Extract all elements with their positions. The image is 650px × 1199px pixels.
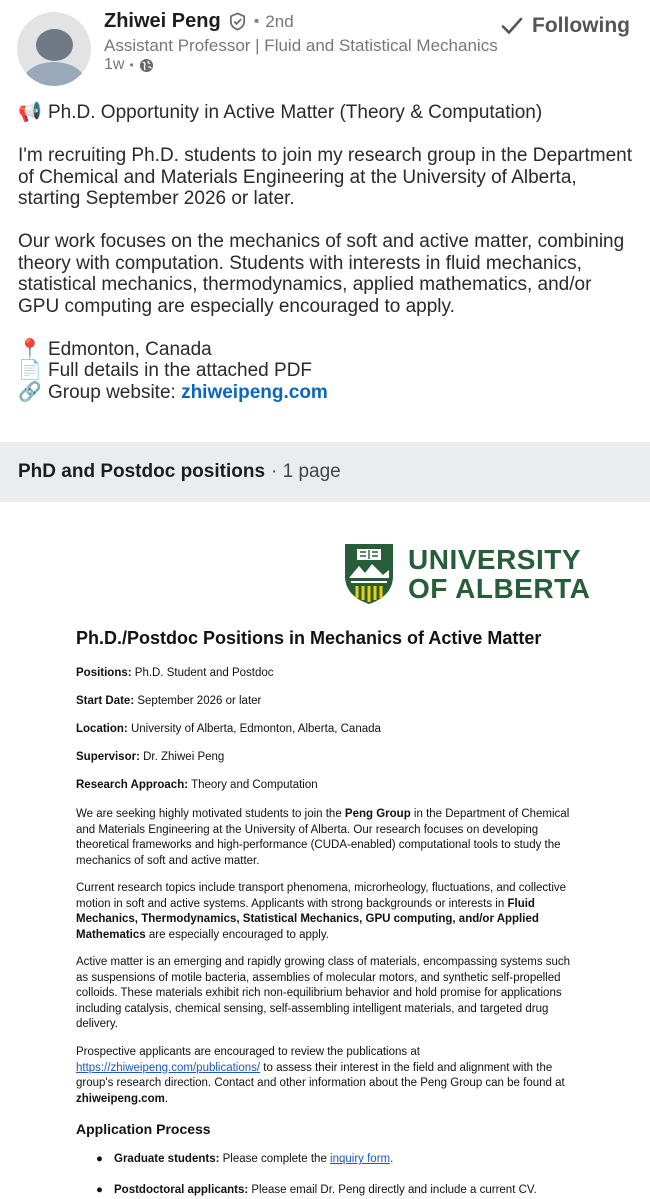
link-icon: 🔗 bbox=[18, 381, 42, 403]
megaphone-icon: 📢 bbox=[18, 102, 42, 123]
post-paragraph-1: I'm recruiting Ph.D. students to join my research group in the Department of Chemical and Materials Engineering at the University of Alberta, starting September 2026 or later. bbox=[18, 145, 633, 209]
checkmark-icon bbox=[500, 14, 524, 38]
doc-paragraph-4: Prospective applicants are encouraged to review the publications at https://zhiweipeng.com/publications/ to assess their interest in the field and alignment with the group's research direction. Contact and other information about the Peng Group can be found at zhiweipeng.com. bbox=[76, 1046, 565, 1105]
website-label: Group website: bbox=[48, 381, 176, 403]
document-heading: Ph.D./Postdoc Positions in Mechanics of Active Matter bbox=[76, 628, 542, 648]
globe-icon bbox=[139, 58, 154, 73]
website-link[interactable]: zhiweipeng.com bbox=[181, 381, 328, 403]
application-process-heading: Application Process bbox=[76, 1121, 211, 1137]
post-body bbox=[18, 102, 633, 403]
document-title[interactable]: PhD and Postdoc positions bbox=[18, 461, 266, 482]
ualberta-shield-icon bbox=[343, 542, 395, 606]
details-text: Full details in the attached PDF bbox=[48, 360, 313, 381]
bullet-separator: • bbox=[253, 12, 260, 30]
field-positions: Positions: Ph.D. Student and Postdoc bbox=[76, 667, 274, 679]
location-text: Edmonton, Canada bbox=[48, 338, 212, 360]
doc-paragraph-1: We are seeking highly motivated students to join the Peng Group in the Department of Chemical and Materials Engineering at the University of Alberta. Our research focuses on developing theoretical frameworks and high-performance (CUDA-enabled) computational tools to study the mechanics of soft and active matter. bbox=[76, 808, 570, 867]
bullet-postdoc: ● Postdoctoral applicants: Please email Dr. Peng directly and include a current CV. bbox=[96, 1184, 537, 1196]
post-time: 1w bbox=[104, 56, 125, 73]
document-page[interactable] bbox=[0, 502, 650, 1199]
doc-paragraph-2: Current research topics include transport phenomena, microrheology, fluctuations, and collective motion in soft and active systems. Applicants with strong backgrounds or interests in Fluid Mechanics, Thermodynamics, Statistical Mechanics, GPU computing, and/or Applied Mathematics are especially encouraged to apply. bbox=[76, 882, 567, 941]
post-website bbox=[18, 382, 633, 404]
doc-paragraph-3: Active matter is an emerging and rapidly growing class of materials, encompassing systems such as suspensions of motile bacteria, assemblies of molecular motors, and synthetic self-propelled colloids. These materials exhibit rich non-equilibrium behavior and hold promise for applications including catalysis, chemical sensing, self-assembling intelligent materials, and targeted drug delivery. bbox=[76, 956, 571, 1030]
post-header bbox=[0, 0, 650, 96]
wordmark-line-2: OF ALBERTA bbox=[408, 573, 591, 604]
verified-shield-icon bbox=[228, 12, 247, 31]
university-logo bbox=[343, 542, 590, 606]
connection-degree: 2nd bbox=[265, 11, 294, 31]
field-start-date: Start Date: September 2026 or later bbox=[76, 695, 262, 707]
publications-link[interactable]: https://zhiweipeng.com/publications/ bbox=[76, 1061, 261, 1074]
bullet-graduate: ● Graduate students: Please complete the inquiry form. bbox=[96, 1153, 394, 1165]
author-name-row bbox=[104, 10, 294, 33]
post-meta bbox=[104, 56, 154, 74]
following-button[interactable] bbox=[500, 14, 630, 38]
meta-separator: • bbox=[129, 58, 134, 72]
document-page-count: · 1 page bbox=[271, 461, 341, 482]
avatar-head bbox=[36, 29, 73, 61]
inquiry-form-link[interactable]: inquiry form bbox=[330, 1153, 391, 1165]
post-heading-text: Ph.D. Opportunity in Active Matter (Theory & Computation) bbox=[48, 102, 543, 123]
bullet-dot: ● bbox=[96, 1184, 103, 1196]
post-location bbox=[18, 339, 633, 361]
university-wordmark bbox=[408, 545, 590, 603]
field-location: Location: University of Alberta, Edmonton, Alberta, Canada bbox=[76, 723, 381, 735]
post-heading bbox=[18, 102, 633, 124]
bullet-dot: ● bbox=[96, 1153, 103, 1165]
author-headline: Assistant Professor | Fluid and Statistical Mechanics bbox=[104, 36, 498, 55]
wordmark-line-1: UNIVERSITY bbox=[408, 544, 582, 575]
author-name[interactable]: Zhiwei Peng bbox=[104, 10, 221, 32]
field-supervisor: Supervisor: Dr. Zhiwei Peng bbox=[76, 751, 225, 763]
avatar-torso bbox=[23, 62, 85, 86]
post-paragraph-2: Our work focuses on the mechanics of soft and active matter, combining theory with computation. Students with interests in fluid mechanics, statistical mechanics, thermodynamics, applied mathematics, and/or GPU computing are especially encouraged to apply. bbox=[18, 231, 625, 317]
post-details bbox=[18, 360, 633, 382]
author-avatar[interactable] bbox=[17, 12, 91, 86]
document-icon: 📄 bbox=[18, 360, 42, 381]
pin-icon: 📍 bbox=[18, 338, 42, 360]
following-label: Following bbox=[532, 14, 630, 37]
field-research-approach: Research Approach: Theory and Computation bbox=[76, 779, 318, 791]
document-title-bar[interactable] bbox=[0, 442, 650, 502]
